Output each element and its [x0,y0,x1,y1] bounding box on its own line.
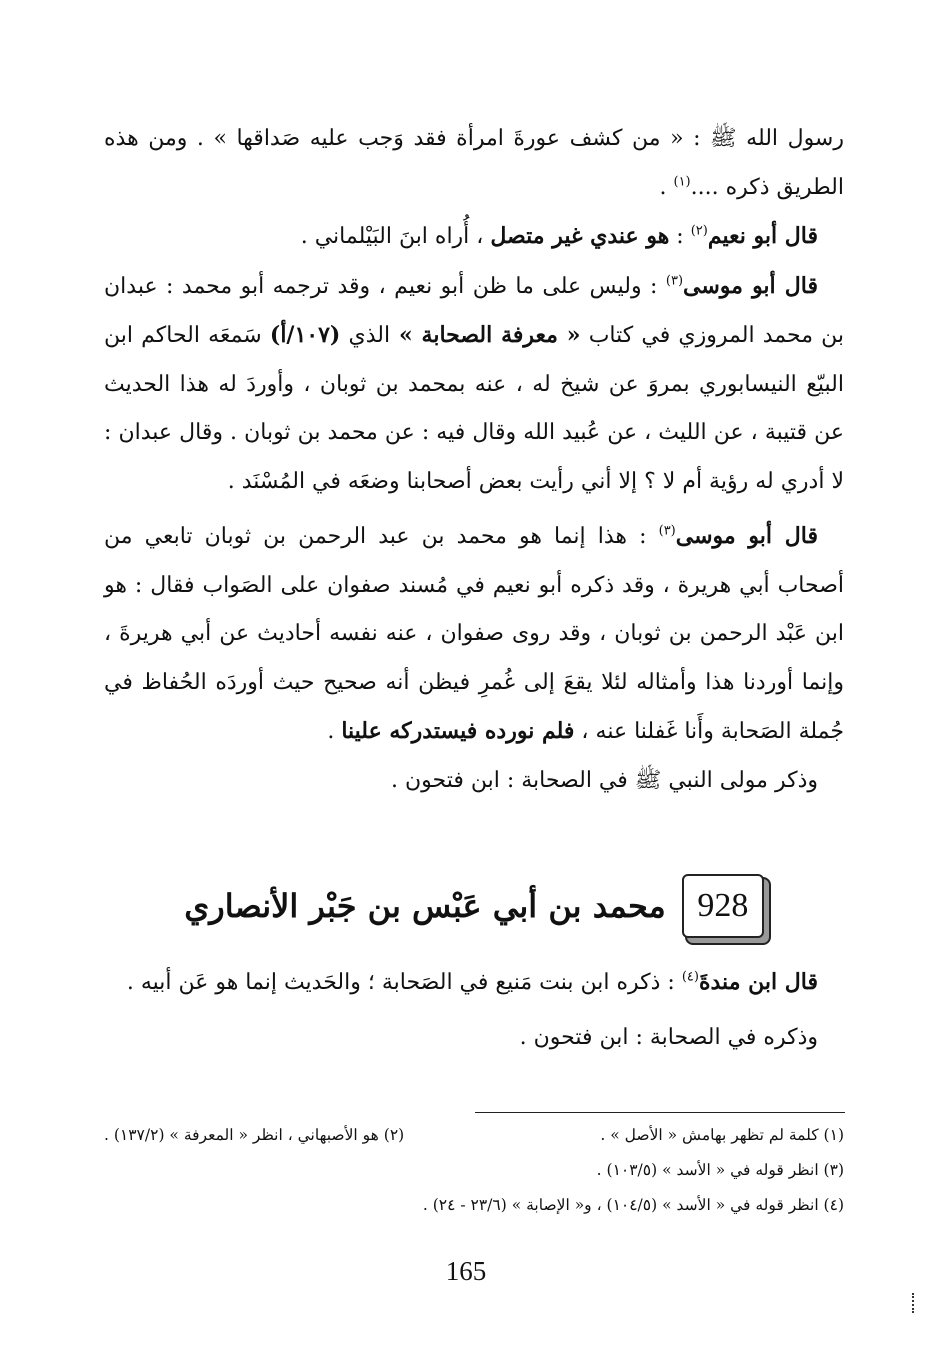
entry-title: محمد بن أبي عَبْس بن جَبْر الأنصاري [184,887,666,925]
bold-conclusion: فلم نورده فيستدركه علينا [341,718,575,744]
footnote-ref-2[interactable]: (٢) [690,223,708,239]
folio-marker: (١٠٧/أ) [269,322,341,348]
paragraph-ibn-fathun: وذكره في الصحابة : ابن فتحون . [519,1024,818,1050]
footnote-4: (٤) انظر قوله في « الأسد » (١٠٤/٥) ، و« الإصابة » (٢٣/٦ - ٢٤) . [422,1196,844,1214]
paragraph-ibn-manda: قال ابن مندةَ$^{(٤)}$ : ذكره ابن بنت مَنيع في الصَحابة ؛ والحَديث إنما هو عَن أبيه . [126,969,818,995]
speaker-label: قال أبو نعيم [707,223,818,249]
entry-heading [104,866,844,946]
bold-statement: هو عندي غير متصل [490,223,670,249]
footnote-row-1 [104,1125,844,1145]
footnote-ref-3[interactable]: (٣) [665,273,684,289]
book-title: « معرفة الصحابة » [390,322,581,348]
footnote-ref-3b[interactable]: (٣) [658,523,676,539]
paragraph-mawla: وذكر مولى النبي ﷺ في الصحابة : ابن فتحون . [390,767,818,793]
paragraph-abu-nuaym: قال أبو نعيم$^{(٢)}$ : هو عندي غير متصل ، أُراه ابنَ البَيْلماني . [300,223,818,249]
footnote-2: (٢) هو الأصبهاني ، انظر « المعرفة » (١٣٧/٢) . [104,1126,405,1144]
speaker-label: قال ابن مندةَ [698,969,818,995]
scan-edge-mark [912,1293,916,1313]
footnote-ref-1[interactable]: (١) [673,174,691,190]
entry-text-block [104,958,844,1062]
paragraph-abu-musa-1: قال أبو موسى$^{(٣)}$ : وليس على ما ظن أبو نعيم ، وقد ترجمه أبو محمد : عبدان بن محمد المروزي في كتاب « معرفة الصحابة » الذي (١٠٧/أ) سَمعَه الحاكم ابن البيّع النيسابوري بمروَ عن شيخ له ، عنه بمحمد بن ثوبان ، وأوردَ له هذا الحديث عن قتيبة ، عن الليث ، عن عُبيد الله وقال فيه : عن محمد بن ثوبان . وقال عبدان : لا أدري له رؤية أم لا ؟ إلا أني رأيت بعض أصحابنا وضعَه في المُسْنَد . [104,272,845,494]
main-text-block [104,115,844,805]
speaker-label: قال أبو موسى [683,272,818,299]
page-number: 165 [445,1256,487,1286]
footnote-3: (٣) انظر قوله في « الأسد » (١٠٣/٥) . [596,1161,844,1179]
footnote-1: (١) كلمة لم تظهر بهامش « الأصل » . [600,1126,844,1144]
entry-number: 928 [697,887,749,924]
entry-number-box [682,874,764,938]
footnote-divider [475,1112,845,1113]
speaker-label: قال أبو موسى [675,523,818,549]
paragraph-hadith: رسول الله ﷺ : « من كشف عورةَ امرأة فقد وَجب عليه صَداقها » . ومن هذه الطريق ذكره ....$^{(١)}$ . [104,126,844,200]
paragraph-abu-musa-2: قال أبو موسى$^{(٣)}$ : هذا إنما هو محمد بن عبد الرحمن بن ثوبان تابعي من أصحاب أبي هريرة ، وقد ذكره أبو نعيم في مُسند صفوان على الصَواب فقال : هو ابن عَبْد الرحمن بن ثوبان ، وقد روى صفوان ، عنه نفسه أحاديث عن أبي هريرةَ ، وإنما أوردنا هذا وأمثاله لئلا يقعَ إلى غُمرِ فيظن أنه صحيح حيث أوردَه الحُفاظ في جُملة الصَحابة وأَنا غَفلنا عنه ، فلم نورده فيستدركه علينا . [104,523,844,744]
footnote-ref-4[interactable]: (٤) [681,969,699,985]
